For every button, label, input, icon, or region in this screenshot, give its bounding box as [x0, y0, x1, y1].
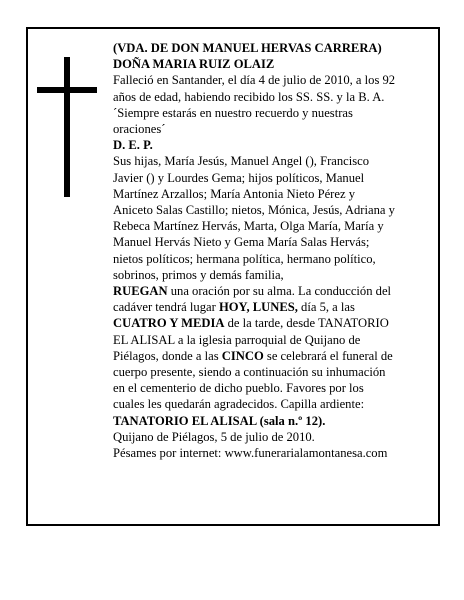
widow-of-line: (VDA. DE DON MANUEL HERVAS CARRERA) [113, 41, 382, 55]
family-line: sobrinos, primos y demás familia, [113, 267, 284, 282]
funeral-text: día 5, a las [297, 300, 355, 315]
place-date: Quijano de Piélagos, 5 de julio de 2010. [113, 429, 315, 444]
funeral-text: cadáver tendrá lugar [113, 300, 219, 315]
quote-line-2: oraciones´ [113, 122, 166, 137]
funeral-day: HOY, LUNES, [218, 300, 298, 315]
family-line: Aniceto Salas Castillo; nietos, Mónica, Jesús, Adriana y [113, 203, 395, 218]
funeral-time: CUATRO Y MEDIA [113, 316, 225, 331]
family-line: Rebeca Martínez Hervás, Marta, Olga María, María y [113, 219, 384, 234]
death-line-2: años de edad, habiendo recibido los SS. SS. y la B. A. [113, 89, 385, 104]
cross-icon [64, 57, 70, 197]
deceased-name: DOÑA MARIA RUIZ OLAIZ [113, 57, 275, 72]
funeral-text: de la tarde, desde TANATORIO [224, 316, 389, 331]
obituary-text [113, 40, 435, 461]
family-line: Javier () y Lourdes Gema; hijos políticos, Manuel [113, 170, 365, 185]
funeral-line: EL ALISAL a la iglesia parroquial de Quijano de [113, 332, 361, 347]
family-line: nietos políticos; hermana política, hermano político, [113, 251, 376, 266]
funeral-line: en el cementerio de dicho pueblo. Favores por los [113, 381, 364, 396]
quote-line-1: ´Siempre estarás en nuestro recuerdo y nuestras [113, 105, 353, 120]
funeral-line [113, 348, 435, 364]
condolences-line: Pésames por internet: www.funerarialamontanesa.com [113, 446, 388, 461]
dep-line: D. E. P. [113, 138, 153, 153]
chapel-location: TANATORIO EL ALISAL (sala n.º 12). [113, 413, 326, 428]
funeral-line: cuerpo presente, siendo a continuación su inhumación [113, 365, 386, 380]
ruegan-rest: una oración por su alma. La conducción del [167, 284, 392, 299]
funeral-text: Piélagos, donde a las [113, 348, 222, 363]
death-line-1: Falleció en Santander, el día 4 de julio de 2010, a los 92 [113, 73, 396, 88]
funeral-mass-time: CINCO [221, 348, 264, 363]
ruegan-line [113, 283, 435, 299]
funeral-line [113, 299, 435, 315]
family-line: Martínez Arzallos; María Antonia Nieto Pérez y [113, 186, 356, 201]
ruegan-word: RUEGAN [113, 284, 168, 299]
funeral-line [113, 315, 435, 331]
cross-icon-crossbar [37, 87, 97, 93]
family-line: Manuel Hervás Nieto y Gema María Salas Hervás; [113, 235, 370, 250]
funeral-text: se celebrará el funeral de [263, 348, 393, 363]
family-line: Sus hijas, María Jesús, Manuel Angel (), Francisco [113, 154, 370, 169]
funeral-line: cuales les quedarán agradecidos. Capilla ardiente: [113, 397, 365, 412]
